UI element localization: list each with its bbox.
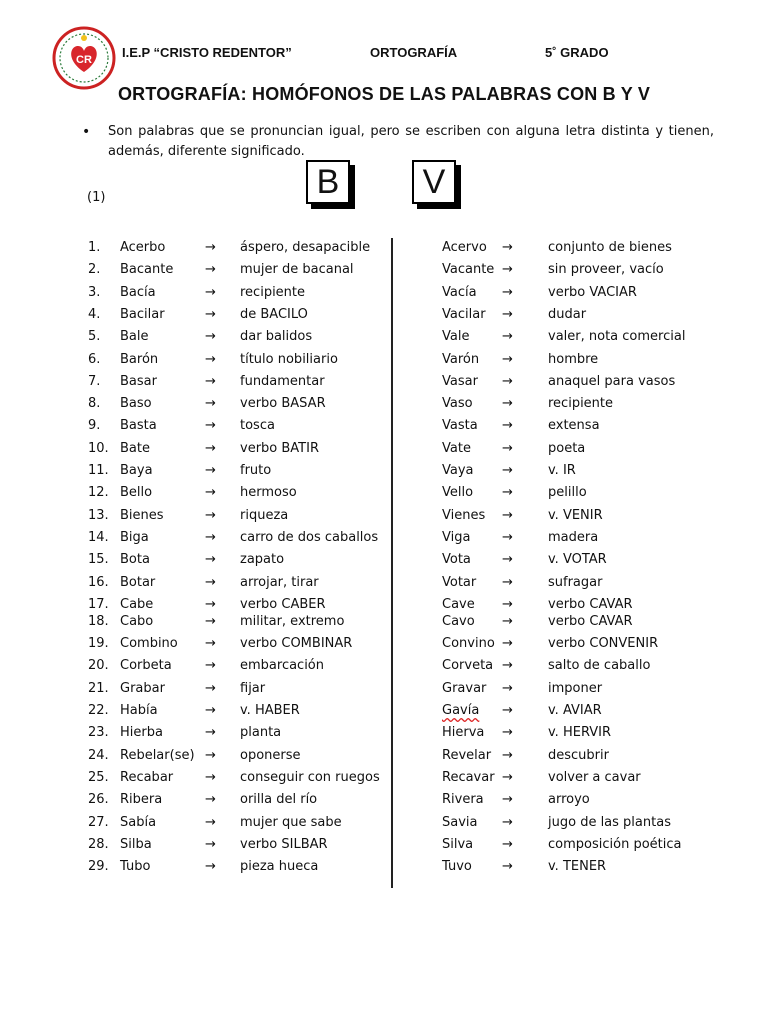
v-word: Hierva	[442, 725, 485, 741]
v-word: Vello	[442, 485, 474, 501]
arrow-icon: →	[502, 262, 513, 278]
b-meaning: dar balidos	[240, 329, 313, 345]
v-meaning: poeta	[548, 440, 586, 456]
b-meaning: verbo CABER	[240, 596, 326, 612]
v-word: Votar	[442, 574, 477, 590]
arrow-icon: →	[205, 769, 216, 785]
b-meaning: militar, extremo	[240, 613, 345, 629]
v-meaning: v. VENIR	[548, 507, 603, 523]
v-word: Vaya	[442, 463, 474, 478]
table-row	[0, 418, 768, 436]
table-row	[0, 748, 768, 766]
v-word: Gravar	[442, 680, 487, 696]
v-word: Cavo	[442, 613, 475, 629]
b-meaning: fruto	[240, 463, 272, 478]
v-word: Tuvo	[442, 859, 472, 875]
b-meaning: verbo BASAR	[240, 396, 326, 412]
arrow-icon: →	[502, 240, 513, 255]
b-meaning: tosca	[240, 418, 275, 434]
b-meaning: áspero, desapacible	[240, 240, 371, 255]
row-number: 14.	[88, 529, 109, 545]
arrow-icon: →	[205, 396, 216, 412]
arrow-icon: →	[502, 529, 513, 545]
row-number: 22.	[88, 703, 109, 718]
b-meaning: mujer de bacanal	[240, 262, 354, 278]
b-meaning: verbo BATIR	[240, 440, 319, 456]
arrow-icon: →	[205, 680, 216, 696]
definition-paragraph	[84, 122, 714, 162]
b-word: Biga	[120, 529, 149, 545]
v-word: Rivera	[442, 792, 484, 808]
b-word: Botar	[120, 574, 156, 590]
v-word: Vaso	[442, 396, 473, 412]
b-word: Bello	[120, 485, 153, 501]
row-number: 7.	[88, 373, 101, 389]
table-row	[0, 837, 768, 855]
b-word: Bacante	[120, 262, 174, 278]
v-meaning: conjunto de bienes	[548, 240, 672, 255]
row-number: 23.	[88, 725, 109, 741]
b-word: Corbeta	[120, 658, 172, 674]
row-number: 19.	[88, 636, 109, 652]
v-meaning: anaquel para vasos	[548, 373, 676, 389]
v-meaning: imponer	[548, 680, 603, 696]
table-row	[0, 329, 768, 347]
table-row	[0, 792, 768, 810]
arrow-icon: →	[502, 769, 513, 785]
arrow-icon: →	[502, 658, 513, 674]
arrow-icon: →	[502, 440, 513, 456]
v-meaning: pelillo	[548, 485, 587, 501]
v-meaning: salto de caballo	[548, 658, 651, 674]
v-word: Convino	[442, 636, 495, 652]
arrow-icon: →	[205, 747, 216, 763]
v-word: Savia	[442, 814, 478, 830]
row-number: 24.	[88, 747, 109, 763]
v-word: Vate	[442, 440, 471, 456]
arrow-icon: →	[502, 463, 513, 478]
letter-v-box: V	[412, 160, 456, 204]
v-meaning: v. AVIAR	[548, 703, 602, 718]
arrow-icon: →	[502, 836, 513, 852]
v-meaning: v. HERVIR	[548, 725, 612, 741]
table-row	[0, 463, 768, 481]
school-name: I.E.P “CRISTO REDENTOR”	[122, 45, 292, 60]
table-row	[0, 485, 768, 503]
v-meaning: composición poética	[548, 836, 682, 852]
b-word: Acerbo	[120, 240, 166, 255]
table-row	[0, 530, 768, 548]
document-header	[0, 45, 768, 63]
table-row	[0, 703, 768, 721]
grade-label: 5˚ GRADO	[545, 45, 609, 60]
arrow-icon: →	[205, 836, 216, 852]
v-word: Gavía	[442, 703, 480, 718]
arrow-icon: →	[205, 725, 216, 741]
table-row	[0, 508, 768, 526]
v-meaning: valer, nota comercial	[548, 329, 686, 345]
row-number: 29.	[88, 859, 109, 875]
v-meaning: madera	[548, 529, 599, 545]
b-meaning: verbo SILBAR	[240, 836, 328, 852]
table-row	[0, 859, 768, 877]
b-word: Bacilar	[120, 306, 165, 322]
b-word: Grabar	[120, 680, 165, 696]
arrow-icon: →	[502, 418, 513, 434]
arrow-icon: →	[502, 507, 513, 523]
row-number: 28.	[88, 836, 109, 852]
row-number: 5.	[88, 329, 101, 345]
arrow-icon: →	[205, 485, 216, 501]
table-row	[0, 770, 768, 788]
b-meaning: embarcación	[240, 658, 325, 674]
v-meaning: verbo CAVAR	[548, 613, 633, 629]
b-meaning: riqueza	[240, 507, 289, 523]
v-word: Vota	[442, 552, 471, 568]
b-word: Bale	[120, 329, 149, 345]
arrow-icon: →	[502, 373, 513, 389]
arrow-icon: →	[205, 596, 216, 612]
b-meaning: mujer que sabe	[240, 814, 342, 830]
b-meaning: fundamentar	[240, 373, 325, 389]
v-meaning: verbo VACIAR	[548, 284, 637, 300]
b-word: Cabo	[120, 613, 154, 629]
b-meaning: orilla del río	[240, 792, 318, 808]
v-meaning: recipiente	[548, 396, 614, 412]
row-number: 20.	[88, 658, 109, 674]
b-word: Bate	[120, 440, 150, 456]
row-number: 12.	[88, 485, 109, 501]
v-meaning: volver a cavar	[548, 769, 641, 785]
table-row	[0, 262, 768, 280]
v-word: Revelar	[442, 747, 492, 763]
row-number: 17.	[88, 596, 109, 612]
v-meaning: sin proveer, vacío	[548, 262, 664, 278]
arrow-icon: →	[205, 284, 216, 300]
arrow-icon: →	[205, 703, 216, 718]
arrow-icon: →	[502, 747, 513, 763]
arrow-icon: →	[205, 613, 216, 629]
b-word: Recabar	[120, 769, 174, 785]
v-meaning: sufragar	[548, 574, 603, 590]
arrow-icon: →	[205, 507, 216, 523]
table-row	[0, 552, 768, 570]
b-meaning: v. HABER	[240, 703, 300, 718]
b-word: Baso	[120, 396, 152, 412]
arrow-icon: →	[205, 440, 216, 456]
b-word: Basta	[120, 418, 157, 434]
v-meaning: extensa	[548, 418, 600, 434]
v-word: Silva	[442, 836, 474, 852]
b-word: Había	[120, 703, 158, 718]
v-meaning: verbo CONVENIR	[548, 636, 659, 652]
arrow-icon: →	[502, 485, 513, 501]
arrow-icon: →	[502, 596, 513, 612]
table-row	[0, 575, 768, 593]
b-meaning: carro de dos caballos	[240, 529, 379, 545]
row-number: 11.	[88, 463, 109, 478]
table-row	[0, 396, 768, 414]
row-number: 26.	[88, 792, 109, 808]
b-meaning: arrojar, tirar	[240, 574, 319, 590]
arrow-icon: →	[205, 463, 216, 478]
page-title: ORTOGRAFÍA: HOMÓFONOS DE LAS PALABRAS CON B Y V	[117, 84, 651, 104]
v-word: Vacía	[442, 284, 477, 300]
arrow-icon: →	[502, 792, 513, 808]
b-meaning: conseguir con ruegos	[240, 769, 380, 785]
v-word: Vasta	[442, 418, 478, 434]
v-meaning: arroyo	[548, 792, 590, 808]
b-meaning: verbo COMBINAR	[240, 636, 353, 652]
b-word: Cabe	[120, 596, 154, 612]
row-number: 16.	[88, 574, 109, 590]
row-number: 21.	[88, 680, 109, 696]
arrow-icon: →	[205, 240, 216, 255]
v-word: Viga	[442, 529, 471, 545]
table-row	[0, 240, 768, 258]
b-word: Barón	[120, 351, 159, 367]
arrow-icon: →	[502, 613, 513, 629]
b-word: Rebelar(se)	[120, 747, 195, 763]
b-meaning: de BACILO	[240, 306, 308, 322]
row-number: 27.	[88, 814, 109, 830]
table-row	[0, 307, 768, 325]
table-row	[0, 352, 768, 370]
arrow-icon: →	[205, 529, 216, 545]
v-meaning: v. VOTAR	[548, 552, 607, 568]
v-meaning: jugo de las plantas	[548, 814, 671, 830]
table-row	[0, 374, 768, 392]
v-word: Acervo	[442, 240, 487, 255]
arrow-icon: →	[502, 396, 513, 412]
b-meaning: oponerse	[240, 747, 301, 763]
b-meaning: hermoso	[240, 485, 297, 501]
arrow-icon: →	[205, 814, 216, 830]
arrow-icon: →	[502, 351, 513, 367]
row-number: 3.	[88, 284, 101, 300]
table-row	[0, 285, 768, 303]
svg-text:CR: CR	[76, 54, 92, 66]
arrow-icon: →	[205, 574, 216, 590]
v-word: Cave	[442, 596, 475, 612]
table-row	[0, 725, 768, 743]
row-number: 9.	[88, 418, 101, 434]
v-word: Recavar	[442, 769, 495, 785]
row-number: 4.	[88, 306, 101, 322]
arrow-icon: →	[205, 329, 216, 345]
arrow-icon: →	[502, 814, 513, 830]
b-word: Bienes	[120, 507, 164, 523]
b-word: Sabía	[120, 814, 157, 830]
subject-name: ORTOGRAFÍA	[370, 45, 458, 60]
row-number: 6.	[88, 351, 101, 367]
arrow-icon: →	[502, 680, 513, 696]
arrow-icon: →	[502, 284, 513, 300]
table-row	[0, 815, 768, 833]
table-row	[0, 441, 768, 459]
arrow-icon: →	[502, 859, 513, 875]
arrow-icon: →	[205, 658, 216, 674]
arrow-icon: →	[502, 306, 513, 322]
row-number: 15.	[88, 552, 109, 568]
b-word: Bota	[120, 552, 150, 568]
row-number: 8.	[88, 396, 101, 412]
b-word: Hierba	[120, 725, 163, 741]
arrow-icon: →	[205, 262, 216, 278]
v-word: Vacante	[442, 262, 495, 278]
arrow-icon: →	[502, 636, 513, 652]
arrow-icon: →	[205, 306, 216, 322]
b-word: Tubo	[120, 859, 151, 875]
v-word: Corveta	[442, 658, 494, 674]
row-number: 13.	[88, 507, 109, 523]
b-word: Ribera	[120, 792, 163, 808]
b-word: Silba	[120, 836, 152, 852]
arrow-icon: →	[205, 373, 216, 389]
arrow-icon: →	[205, 859, 216, 875]
arrow-icon: →	[502, 703, 513, 718]
table-row	[0, 614, 768, 632]
table-row	[0, 636, 768, 654]
row-number: 2.	[88, 262, 101, 278]
b-word: Baya	[120, 463, 153, 478]
v-word: Vale	[442, 329, 470, 345]
row-number: 25.	[88, 769, 109, 785]
arrow-icon: →	[205, 792, 216, 808]
arrow-icon: →	[205, 636, 216, 652]
row-number: 18.	[88, 613, 109, 629]
definition-text: Son palabras que se pronuncian igual, pero se escriben con alguna letra distinta y tienen, además, diferente significado.	[108, 124, 714, 159]
v-meaning: descubrir	[548, 747, 609, 763]
v-word: Vacilar	[442, 306, 486, 322]
b-meaning: zapato	[240, 552, 285, 568]
v-meaning: v. IR	[548, 463, 576, 478]
arrow-icon: →	[502, 725, 513, 741]
table-row	[0, 681, 768, 699]
b-word: Basar	[120, 373, 157, 389]
v-meaning: v. TENER	[548, 859, 607, 875]
letter-b-box: B	[306, 160, 350, 204]
v-word: Varón	[442, 351, 480, 367]
v-word: Vasar	[442, 373, 478, 389]
b-word: Bacía	[120, 284, 156, 300]
b-meaning: pieza hueca	[240, 859, 319, 875]
reference-number: (1)	[87, 190, 106, 205]
b-meaning: planta	[240, 725, 282, 741]
arrow-icon: →	[205, 552, 216, 568]
arrow-icon: →	[205, 351, 216, 367]
table-row	[0, 658, 768, 676]
b-meaning: fijar	[240, 680, 266, 696]
b-meaning: recipiente	[240, 284, 306, 300]
arrow-icon: →	[502, 329, 513, 345]
arrow-icon: →	[502, 552, 513, 568]
row-number: 10.	[88, 440, 109, 456]
table-row	[0, 597, 768, 615]
v-word: Vienes	[442, 507, 486, 523]
b-meaning: título nobiliario	[240, 351, 338, 367]
v-meaning: hombre	[548, 351, 599, 367]
bullet-icon: •	[82, 124, 91, 140]
v-meaning: verbo CAVAR	[548, 596, 633, 612]
row-number: 1.	[88, 240, 101, 255]
v-meaning: dudar	[548, 306, 587, 322]
b-word: Combino	[120, 636, 178, 652]
arrow-icon: →	[502, 574, 513, 590]
arrow-icon: →	[205, 418, 216, 434]
